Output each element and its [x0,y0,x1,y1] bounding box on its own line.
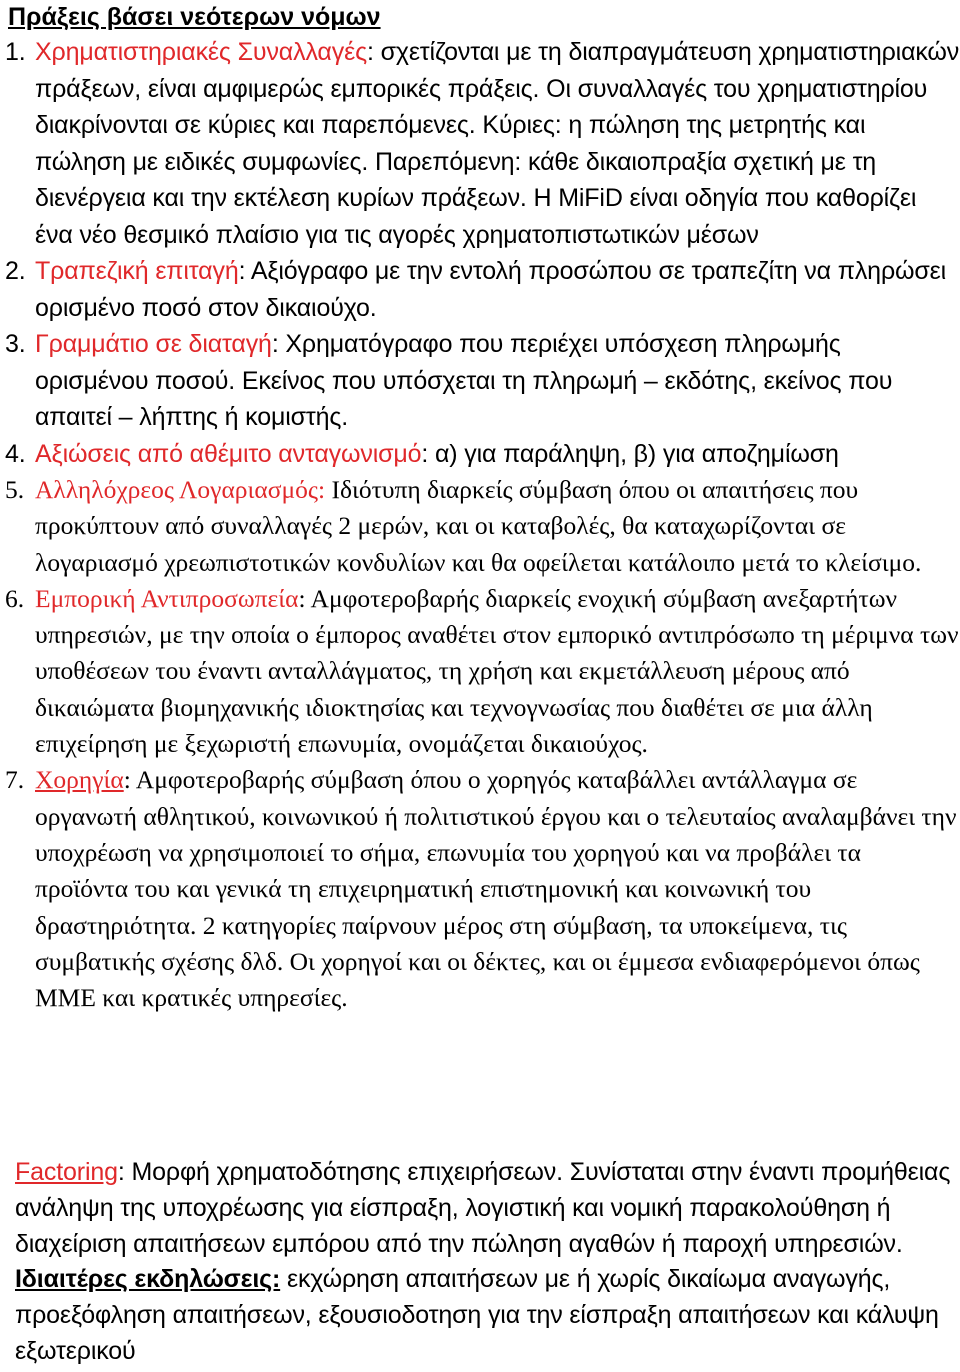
item-separator: : [366,38,381,66]
item-text: σχετίζονται με τη διαπραγμάτευση χρηματιστηριακών πράξεων, είναι αμφιμερώς εμπορικές πράξεις. Οι συναλλαγές του χρηματιστηρίου διακρίνονται σε κύριες και παρεπόμενες. Κύριες: η πώληση της μετρητής και πώληση με ειδικές συμφωνίες. Παρεπόμενη: κάθε δικαιοπραξία σχετική με τη διενέργεια και την εκτέλεση κυρίων πράξεων. Η MiFiD είναι οδηγία που καθορίζει ένα νέο θεσμικό πλαίσιο για τις αγορές χρηματοπιστωτικών μέσων [35,38,960,249]
item-text: Αμφοτεροβαρής διαρκείς ενοχική σύμβαση ανεξαρτήτων υπηρεσιών, με την οποία ο έμπορος αναθέτει στον εμπορικό αντιπρόσωπο τη μέριμνα των υποθέσεων του έναντι ανταλλάγματος, τη χρήση και εκμετάλλευση μέρους από δικαιώματα βιομηχανικής ιδιοκτησίας και τεχνογνωσίας που διαθέτει σε μια άλλη επιχείρηση με ξεχωριστή επωνυμία, ονομάζεται δικαιούχος. [35,583,959,759]
item-number: 1. [5,38,26,66]
factoring-paragraph [15,1155,955,1370]
item-text: α) για παράληψη, β) για αποζημίωση [434,439,839,468]
item-text: Χρηματόγραφο που περιέχει υπόσχεση πληρωμής ορισμένου ποσού. Εκείνος που υπόσχεται τη πληρωμή – εκδότης, εκείνος που απαιτεί – λήπτης ή κομιστής. [35,330,893,431]
list-item-5 [5,472,960,581]
item-number: 5. [5,475,25,504]
item-term: Αξιώσεις από αθέμιτο ανταγωνισμό [35,439,422,468]
factoring-term: Factoring [15,1158,118,1186]
item-number: 3. [5,330,26,358]
item-number: 6. [5,583,25,613]
item-separator: : [271,330,286,358]
item-term: Χορηγία [35,765,124,795]
item-term: Γραμμάτιο σε διαταγή [35,330,272,358]
item-text: Αμφοτεροβαρής σύμβαση όπου ο χορηγός καταβάλλει αντάλλαγμα σε οργανωτή αθλητικού, κοινωνικού ή πολιτιστικού έργου και ο τελευταίος αναλαμβάνει την υποχρέωση να χρησιμοποιεί το σήμα, επωνυμία του χορηγού και να προβάλει τα προϊόντα του και γενικά τη επιχειρηματική επιστημονική και κοινωνική του δραστηριότητα. 2 κατηγορίες παίρνουν μέρος στη σύμβαση, τα υποκείμενα, τις συμβατικής σχέσης δλδ. Οι χορηγοί και οι δέκτες, και οι έμμεσα ενδιαφερόμενοι όπως ΜΜΕ και κρατικές υπηρεσίες. [35,765,957,1013]
factoring-separator: : [117,1158,132,1186]
item-number: 2. [5,257,26,285]
list-item-4 [5,436,960,473]
factoring-text-2: εκχώρηση απαιτήσεων με ή χωρίς δικαίωμα αναγωγής, προεξόφληση απαιτήσεων, εξουσιοδοτηση για την είσπραξη απαιτήσεων και κάλυψη εξωτερικού [15,1265,939,1365]
factoring-text: Μορφή χρηματοδότησης επιχειρήσεων. Συνίσταται στην έναντι προμήθειας ανάληψη της υποχρέωσης για είσπραξη, λογιστική και νομική παρακολούθηση ή διαχείριση απαιτήσεων εμπόρου από την πώληση αγαθών ή παροχή υπηρεσιών. [15,1158,951,1258]
list-item-7 [5,762,960,1016]
document-title: Πράξεις βάσει νεότερων νόμων [8,3,381,31]
item-number: 7. [5,765,25,795]
item-term: Εμπορική Αντιπροσωπεία [35,583,299,613]
item-separator: : [123,765,136,795]
list-item-6 [5,581,960,762]
list-item-3 [5,326,960,436]
item-text: Ιδιότυπη διαρκείς σύμβαση όπου οι απαιτήσεις που προκύπτουν από συναλλαγές 2 μερών, και οι καταβολές, θα καταχωρίζονται σε λογαριασμό χρεωπιστοτικών κονδυλίων και θα οφείλεται κατάλοιπο μετά το κλείσιμο. [35,475,922,577]
item-number: 4. [5,439,26,468]
item-term: Αλληλόχρεος Λογαριασμός: [35,475,326,504]
acts-list [5,34,960,1016]
item-text: Αξιόγραφο με την εντολή προσώπου σε τραπεζίτη να πληρώσει ορισμένο ποσό στον δικαιούχο. [35,257,947,322]
item-term: Χρηματιστηριακές Συναλλαγές [35,38,367,66]
factoring-label: Ιδιαιτέρες εκδηλώσεις: [15,1265,281,1294]
item-term: Τραπεζική επιταγή [35,257,239,285]
item-separator: : [238,257,251,285]
item-separator: : [298,583,311,613]
list-item-1 [5,34,960,253]
list-item-2 [5,253,960,326]
item-separator: : [421,439,435,468]
